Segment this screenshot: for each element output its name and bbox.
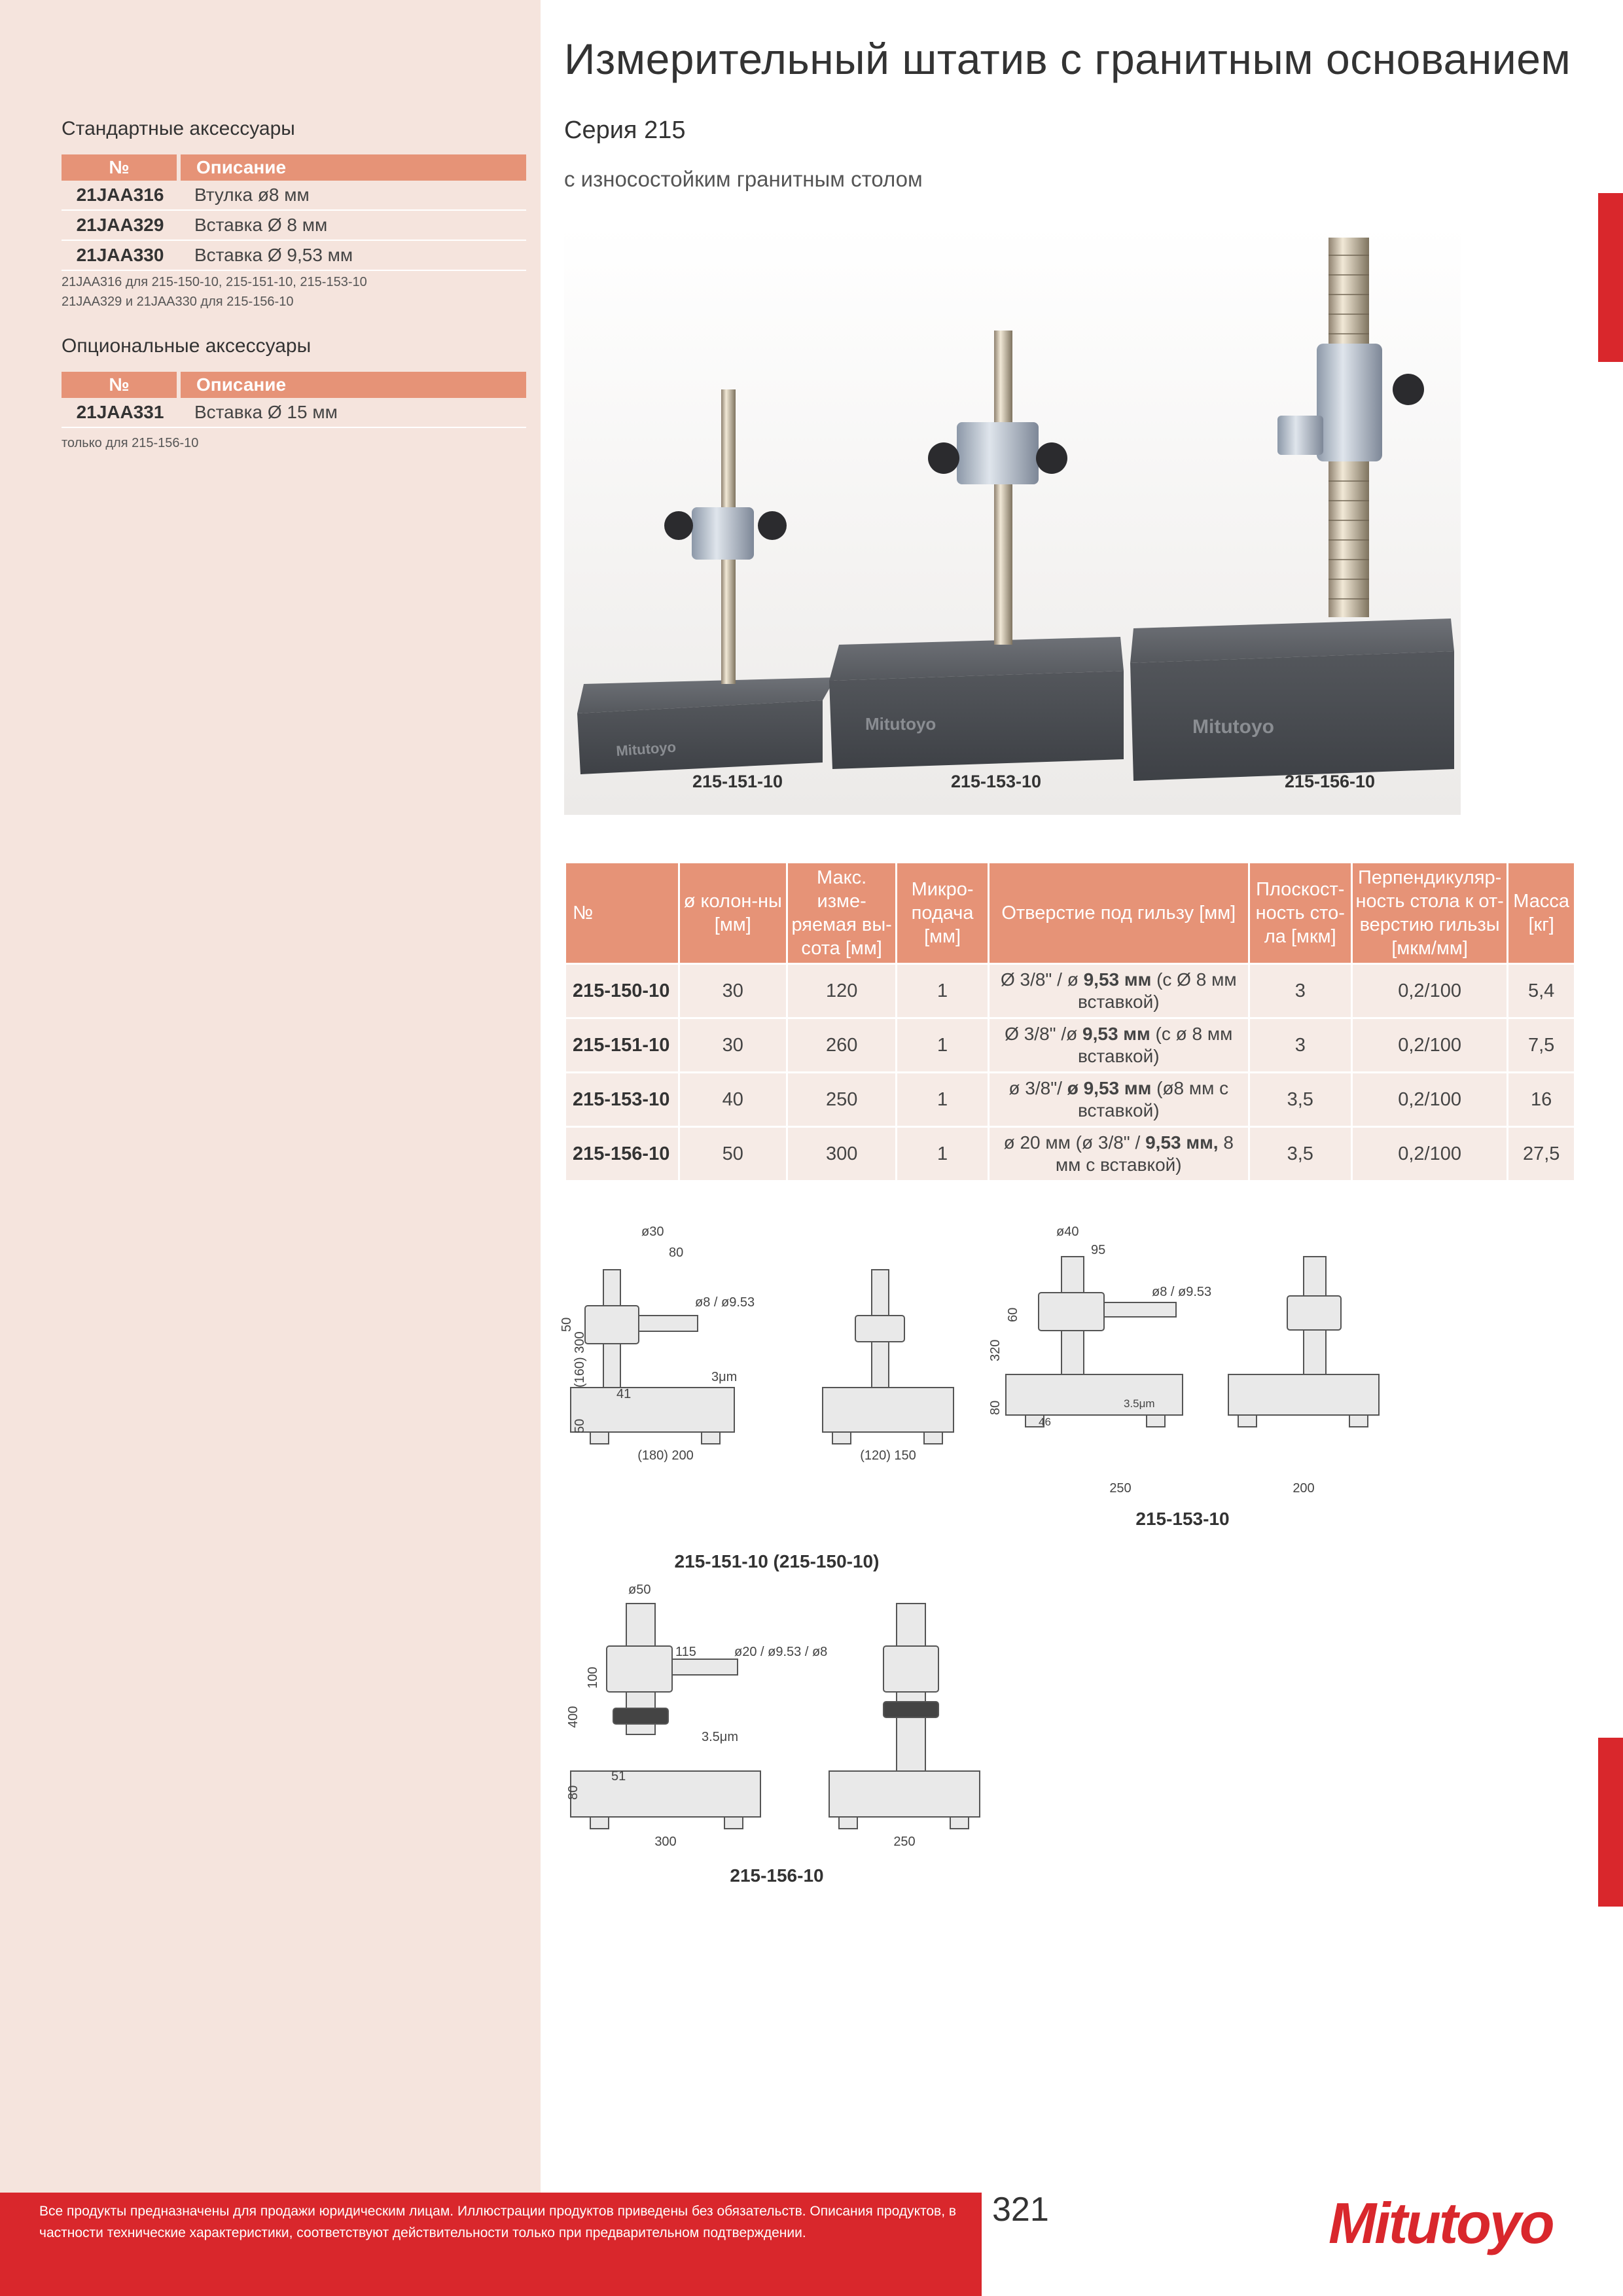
dim-h: 100 [586,1666,600,1689]
photo-label-2: 215-153-10 [950,772,1042,791]
stem-hole-text: 8 мм с вставкой) [1055,1132,1234,1175]
table-row [62,398,526,427]
photo-label-3: 215-156-10 [1284,772,1376,791]
model-number: 215-150-10 [566,965,678,1017]
col-desc-header: Описание [179,154,526,181]
stem-hole-text: ø 20 мм (ø 3/8" / [1003,1132,1146,1153]
optional-accessories-table [62,372,526,428]
accessory-description: Вставка Ø 8 мм [179,210,526,240]
stem-hole [990,1019,1248,1071]
stem-hole-bold: 9,53 мм [1083,969,1152,990]
dim-width: 300 [654,1835,677,1849]
stem-hole-text: (с ø 8 мм вставкой) [1077,1024,1233,1066]
flatness: 3,5 [1250,1128,1351,1180]
dim-bore: ø8 / ø9.53 [695,1295,755,1310]
table-row [62,210,526,240]
table-row [566,1128,1574,1180]
optional-accessories-note: только для 215-156-10 [62,436,199,450]
drawing-caption-2: 215-153-10 [1135,1509,1230,1529]
spec-header-column-dia: ø колон-ны [мм] [680,863,787,963]
mass: 27,5 [1508,1128,1574,1180]
dim-depth: 200 [1293,1481,1315,1496]
model-number: 215-151-10 [566,1019,678,1071]
accessory-description: Вставка Ø 9,53 мм [179,240,526,270]
dim-h: 60 [1006,1307,1020,1322]
col-num-header: № [62,372,179,398]
page-number: 321 [992,2191,1049,2229]
mass: 7,5 [1508,1019,1574,1071]
fine-feed: 1 [897,1019,988,1071]
drawing-215-156-10-front [571,1604,760,1829]
drawing-caption-1: 215-151-10 (215-150-10) [674,1551,880,1571]
mass: 16 [1508,1073,1574,1126]
perpendicularity: 0,2/100 [1353,1019,1507,1071]
dim-dia: ø50 [628,1583,651,1597]
accessory-number: 21JAA316 [62,181,179,210]
flatness: 3,5 [1250,1073,1351,1126]
col-num-header: № [62,154,179,181]
footer-disclaimer: Все продукты предназначены для продажи юридическим лицам. Иллюстрации продуктов приведены без обязательств. Описания продуктов, в частности технические характеристики, соответствуют действительности только при предварительном подтверждении. [39,2204,957,2240]
stem-hole-text: ø 3/8"/ [1008,1078,1067,1098]
dim-offset: 41 [616,1387,632,1401]
base-brand: Mitutoyo [865,714,936,734]
base-brand: Mitutoyo [1192,716,1274,738]
stem-hole [990,965,1248,1017]
max-height: 250 [788,1073,895,1126]
dim-flatness: 3.5μm [702,1730,738,1744]
accessory-number: 21JAA331 [62,398,179,427]
perpendicularity: 0,2/100 [1353,1128,1507,1180]
technical-drawings [560,1224,1415,1898]
spec-header-num: № [566,863,678,963]
accessory-number: 21JAA329 [62,210,179,240]
dim-depth: 250 [893,1835,916,1849]
drawing-215-153-10-side [1228,1257,1379,1427]
section-tab-marker [1598,1738,1623,1907]
fine-feed: 1 [897,1128,988,1180]
flatness: 3 [1250,965,1351,1017]
section-tab-marker [1598,193,1623,362]
optional-accessories-title: Опциональные аксессуары [62,335,312,357]
column-diameter: 30 [680,1019,787,1071]
dim-base: 50 [573,1418,587,1433]
dim-width: (180) 200 [637,1448,694,1463]
table-row [566,1073,1574,1126]
standard-accessories-table [62,154,526,271]
dim-flatness: 3.5μm [1124,1397,1155,1410]
dim-bore: ø8 / ø9.53 [1152,1285,1212,1299]
dim-bore: ø20 / ø9.53 / ø8 [734,1645,828,1659]
stem-hole-bold: 9,53 мм, [1145,1132,1219,1153]
stem-hole-text: Ø 3/8" / ø [1000,969,1084,990]
perpendicularity: 0,2/100 [1353,965,1507,1017]
dim-base: 80 [988,1400,1003,1415]
perpendicularity: 0,2/100 [1353,1073,1507,1126]
accessory-number: 21JAA330 [62,240,179,270]
drawing-215-156-10-side [829,1604,980,1829]
subtitle: с износостойким гранитным столом [564,167,923,191]
photo-label-1: 215-151-10 [692,772,783,791]
series-label: Серия 215 [564,117,686,144]
drawing-caption-3: 215-156-10 [730,1865,824,1886]
product-photo [564,226,1461,815]
dim-dia: ø40 [1056,1225,1079,1239]
max-height: 120 [788,965,895,1017]
model-number: 215-156-10 [566,1128,678,1180]
standard-accessories-note [62,272,367,312]
spec-header-mass: Масса [кг] [1508,863,1574,963]
note-line-2: 21JAA329 и 21JAA330 для 215-156-10 [62,295,294,309]
table-row [566,1019,1574,1071]
max-height: 260 [788,1019,895,1071]
col-desc-header: Описание [179,372,526,398]
spec-table [564,861,1576,1182]
dim-height: 320 [988,1339,1003,1361]
column-diameter: 50 [680,1128,787,1180]
accessory-description: Втулка ø8 мм [179,181,526,210]
sidebar [0,0,541,2193]
table-row [62,181,526,210]
spec-header-flatness: Плоскост-ность сто-ла [мкм] [1250,863,1351,963]
spec-header-fine-feed: Микро-подача [мм] [897,863,988,963]
dim-offset: 46 [1039,1416,1051,1428]
dim-base: 80 [566,1785,580,1800]
fine-feed: 1 [897,965,988,1017]
drawing-215-151-10-side [823,1270,954,1444]
max-height: 300 [788,1128,895,1180]
stem-hole [990,1128,1248,1180]
table-row [62,240,526,270]
base-brand: Mitutoyo [615,738,677,759]
mass: 5,4 [1508,965,1574,1017]
table-row [566,965,1574,1017]
stem-hole-bold: 9,53 мм [1082,1024,1150,1044]
dim-height: (160) 300 [573,1331,587,1388]
dim-dia: ø30 [641,1225,664,1239]
accessory-description: Вставка Ø 15 мм [179,398,526,427]
dim-depth: (120) 150 [860,1448,916,1463]
dim-height: 400 [566,1706,580,1728]
stem-hole [990,1073,1248,1126]
drawing-215-153-10-front [1006,1257,1183,1427]
fine-feed: 1 [897,1073,988,1126]
column-diameter: 40 [680,1073,787,1126]
note-line-1: 21JAA316 для 215-150-10, 215-151-10, 215-153-10 [62,275,367,289]
dim-flatness: 3μm [711,1370,738,1384]
column-diameter: 30 [680,965,787,1017]
spec-header-stem-hole: Отверстие под гильзу [мм] [990,863,1248,963]
flatness: 3 [1250,1019,1351,1071]
dim-h: 50 [560,1317,574,1332]
dim-width: 250 [1109,1481,1132,1496]
stem-hole-text: Ø 3/8" /ø [1005,1024,1083,1044]
dim-reach: 115 [675,1645,696,1659]
model-number: 215-153-10 [566,1073,678,1126]
spec-header-max-height: Макс. изме-ряемая вы-сота [мм] [788,863,895,963]
stem-hole-bold: ø 9,53 мм [1067,1078,1152,1098]
spec-header-perpendicularity: Перпендикуляр-ность стола к от-верстию гильзы [мкм/мм] [1353,863,1507,963]
brand-logo: Mitutoyo [1329,2191,1553,2255]
dim-reach: 95 [1091,1243,1106,1257]
dim-offset: 51 [611,1769,626,1784]
stem-hole-text: (ø8 мм с вставкой) [1077,1078,1229,1121]
stem-hole-text: (с Ø 8 мм вставкой) [1077,969,1237,1012]
page-title: Измерительный штатив с гранитным основанием [564,35,1571,83]
dim-reach: 80 [669,1246,684,1260]
standard-accessories-title: Стандартные аксессуары [62,118,295,139]
